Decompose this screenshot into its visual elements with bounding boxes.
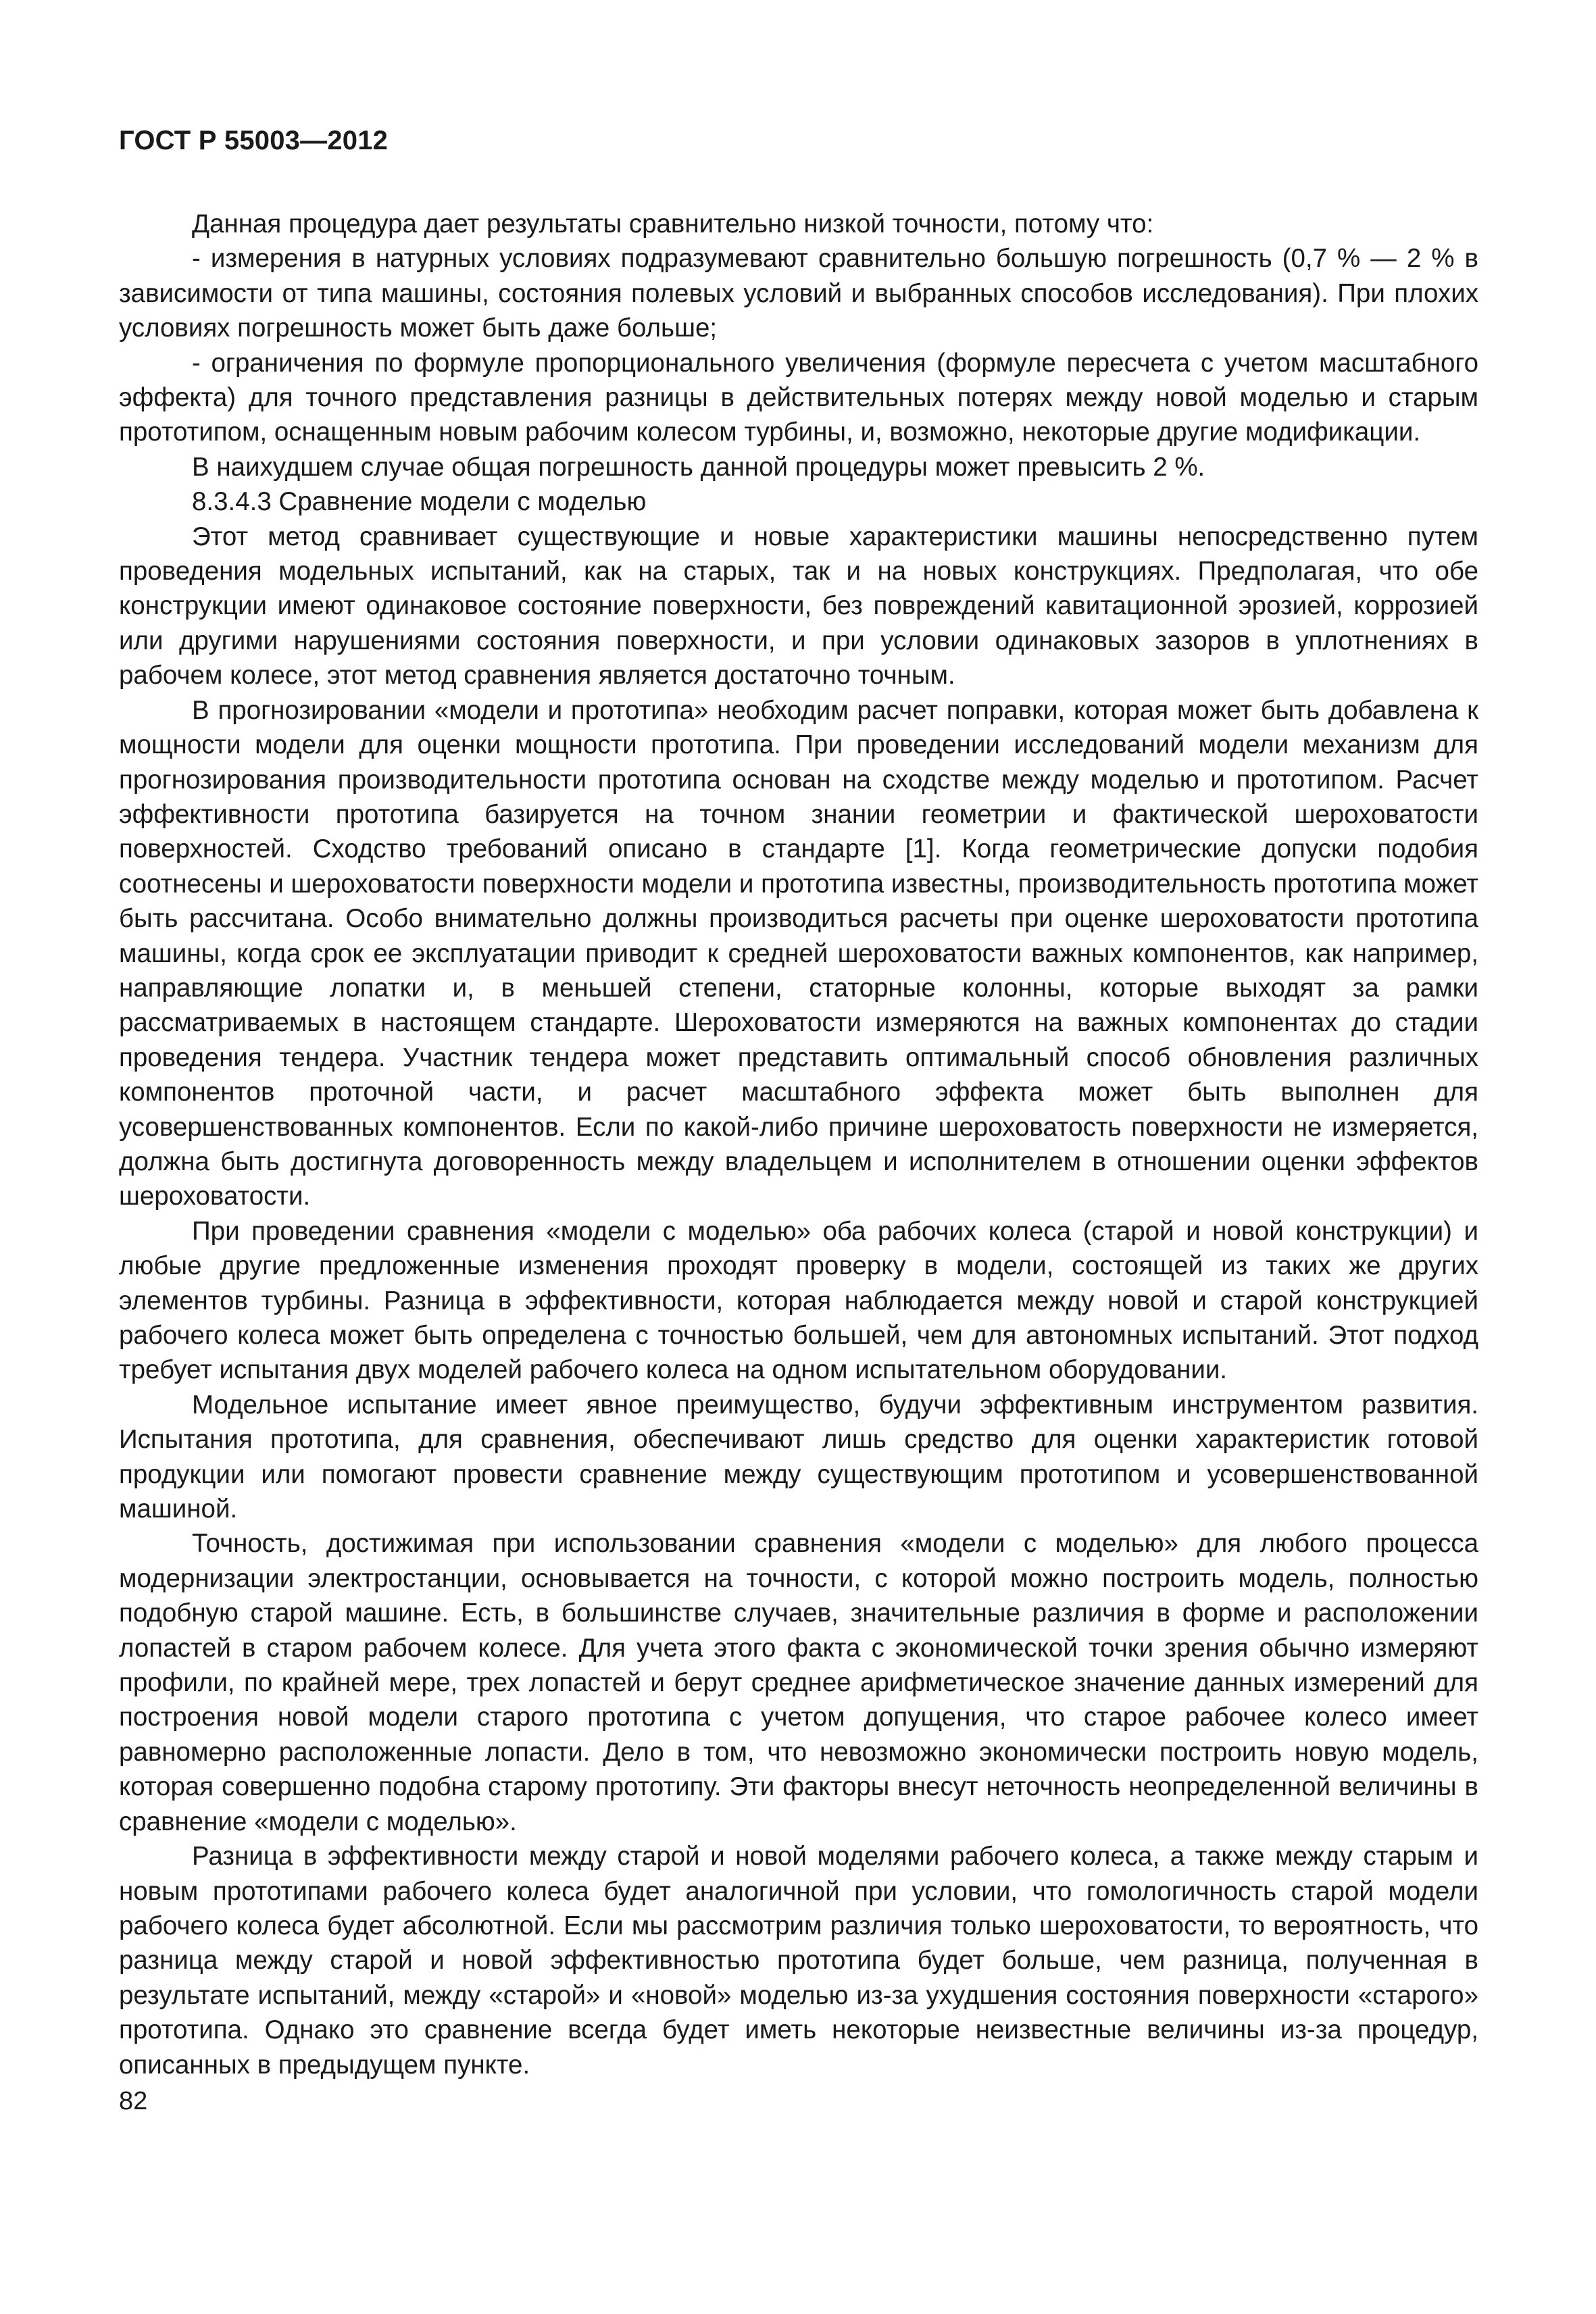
paragraph: При проведении сравнения «модели с моделью» оба рабочих колеса (старой и новой конструкции) и любые другие предложенные изменения проходят проверку в модели, состоящей из таких же других элементов турбины. Разница в эффективности, которая наблюдается между новой и старой конструкцией рабочего колеса может быть определена с точностью большей, чем для автономных испытаний. Этот подход требует испытания двух моделей рабочего колеса на одном испытательном оборудовании.: [119, 1216, 1478, 1385]
document-page: [119, 122, 1478, 2082]
standard-header: ГОСТ Р 55003—2012: [119, 126, 389, 155]
paragraph: В прогнозировании «модели и прототипа» необходим расчет поправки, которая может быть добавлена к мощности модели для оценки мощности прототипа. При проведении исследований модели механизм для прогнозирования производительности прототипа основан на сходстве между моделью и прототипом. Расчет эффективности прототипа базируется на точном знании геометрии и фактической шероховатости поверхностей. Сходство требований описано в стандарте [1]. Когда геометрические допуски подобия соотнесены и шероховатости поверхности модели и прототипа известны, производительность прототипа может быть рассчитана. Особо внимательно должны производиться расчеты при оценке шероховатости прототипа машины, когда срок ее эксплуатации приводит к средней шероховатости важных компонентов, как например, направляющие лопатки и, в меньшей степени, статорные колонны, которые выходят за рамки рассматриваемых в настоящем стандарте. Шероховатости измеряются на важных компонентах до стадии проведения тендера. Участник тендера может представить оптимальный способ обновления различных компонентов проточной части, и расчет масштабного эффекта может быть выполнен для усовершенствованных компонентов. Если по какой-либо причине шероховатость поверхности не измеряется, должна быть достигнута договоренность между владельцем и исполнителем в отношении оценки эффектов шероховатости.: [119, 695, 1478, 1211]
paragraph: Разница в эффективности между старой и новой моделями рабочего колеса, а также между старым и новым прототипами рабочего колеса будет аналогичной при условии, что гомологичность старой модели рабочего колеса будет абсолютной. Если мы рассмотрим различия только шероховатости, то вероятность, что разница между старой и новой эффективностью прототипа будет больше, чем разница, полученная в результате испытаний, между «старой» и «новой» моделью из-за ухудшения состояния поверхности «старого» прототипа. Однако это сравнение всегда будет иметь некоторые неизвестные величины из-за процедур, описанных в предыдущем пункте.: [119, 1842, 1478, 2080]
paragraph: Точность, достижимая при использовании сравнения «модели с моделью» для любого процесса модернизации электростанции, основывается на точности, с которой можно построить модель, полностью подобную старой машине. Есть, в большинстве случаев, значительные различия в форме и расположении лопастей в старом рабочем колесе. Для учета этого факта с экономической точки зрения обычно измеряют профили, по крайней мере, трех лопастей и берут среднее арифметическое значение данных измерений для построения новой модели старого прототипа с учетом допущения, что старое рабочее колесо имеет равномерно расположенные лопасти. Дело в том, что невозможно экономически построить новую модель, которая совершенно подобна старому прототипу. Эти факторы внесут неточность неопределенной величины в сравнение «модели с моделью».: [119, 1529, 1478, 1836]
paragraph: Этот метод сравнивает существующие и новые характеристики машины непосредственно путем проведения модельных испытаний, как на старых, так и на новых конструкциях. Предполагая, что обе конструкции имеют одинаковое состояние поверхности, без повреждений кавитационной эрозией, коррозией или другими нарушениями состояния поверхности, и при условии одинаковых зазоров в уплотнениях в рабочем колесе, этот метод сравнения является достаточно точным.: [119, 522, 1478, 690]
paragraph: В наихудшем случае общая погрешность данной процедуры может превысить 2 %.: [192, 452, 1205, 482]
document-body: [119, 207, 1478, 2082]
paragraph: Модельное испытание имеет явное преимущество, будучи эффективным инструментом развития. Испытания прототипа, для сравнения, обеспечивают лишь средство для оценки характеристик готовой продукции или помогают провести сравнение между существующим прототипом и усовершенствованной машиной.: [119, 1390, 1478, 1524]
page-number: 82: [119, 2087, 148, 2115]
paragraph: - ограничения по формуле пропорционального увеличения (формуле пересчета с учетом масштабного эффекта) для точного представления разницы в действительных потерях между новой моделью и старым прототипом, оснащенным новым рабочим колесом турбины, и, возможно, некоторые другие модификации.: [119, 348, 1478, 447]
paragraph: Данная процедура дает результаты сравнительно низкой точности, потому что:: [192, 209, 1154, 238]
paragraph: - измерения в натурных условиях подразумевают сравнительно большую погрешность (0,7 % — 2 % в зависимости от типа машины, состояния полевых условий и выбранных способов исследования). При плохих условиях погрешность может быть даже больше;: [119, 244, 1478, 343]
section-heading: 8.3.4.3 Сравнение модели с моделью: [192, 487, 647, 517]
